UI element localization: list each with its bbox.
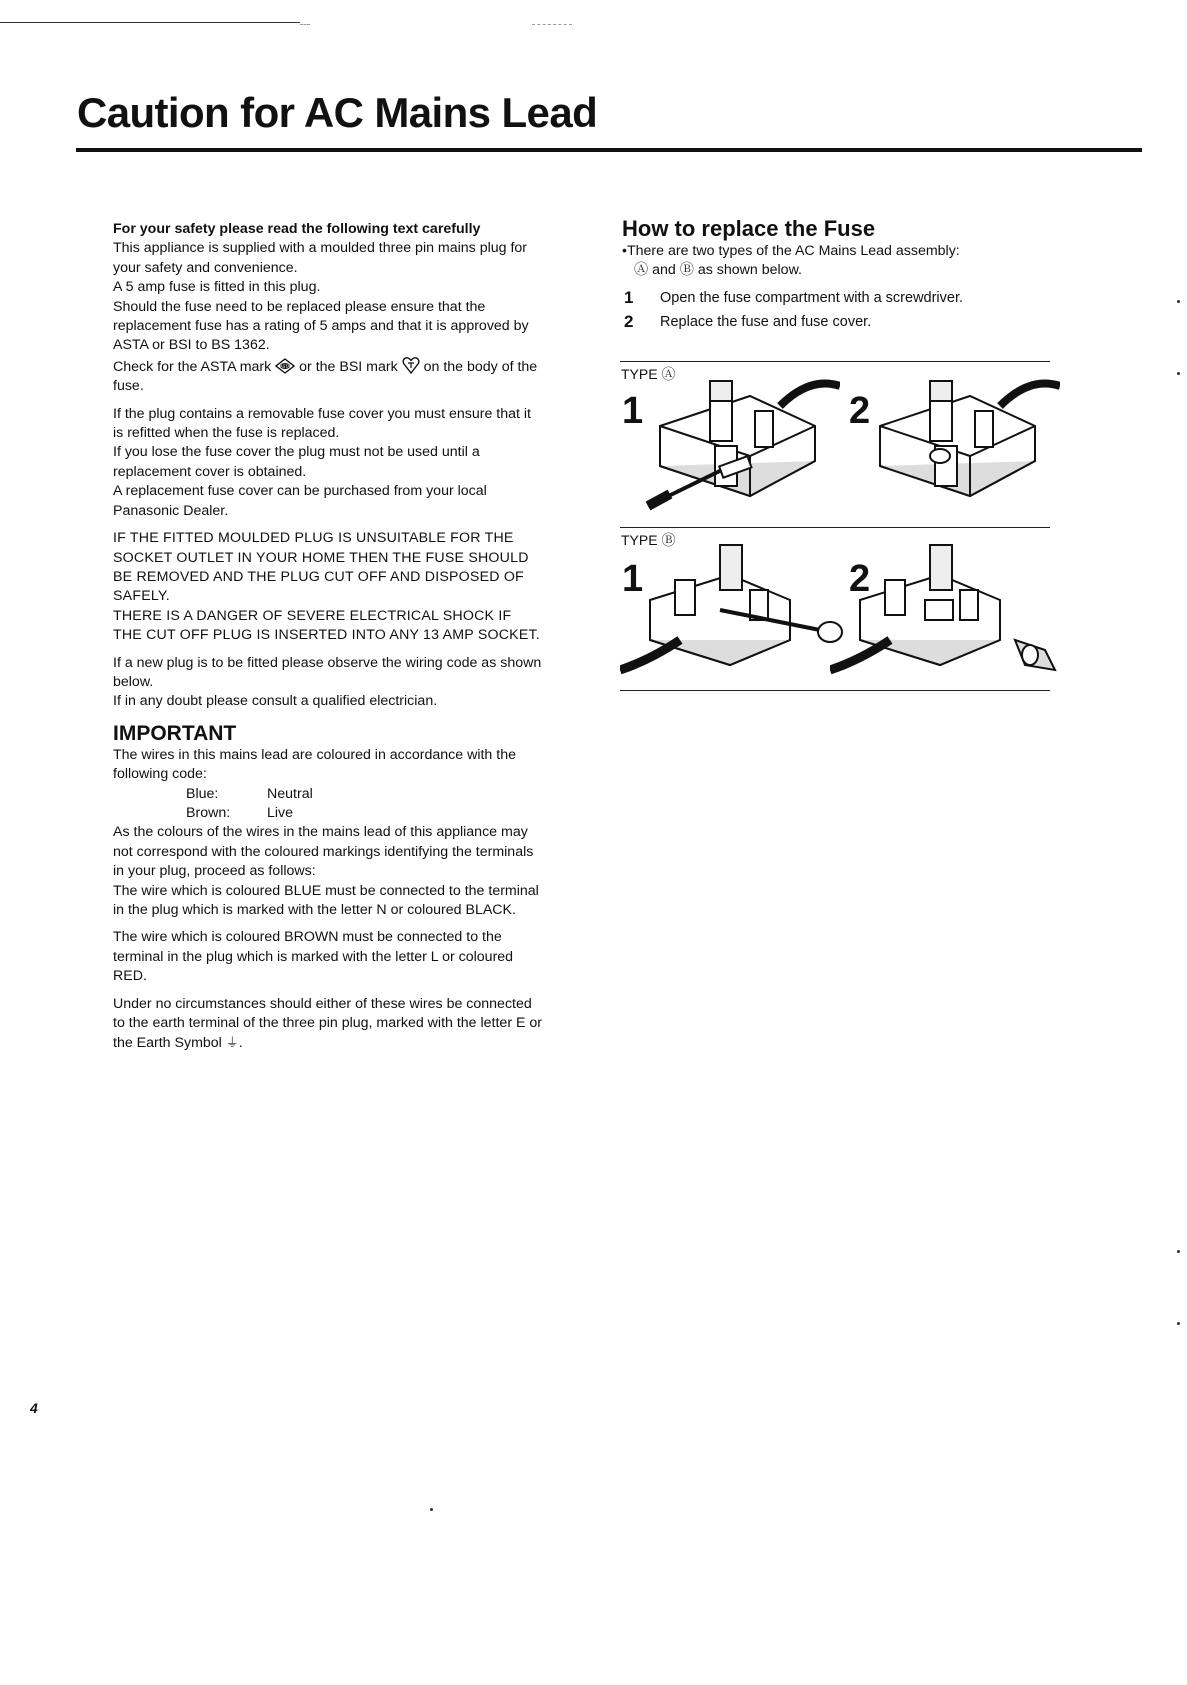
- scan-top-line: [0, 22, 300, 23]
- earth-sentence-end: .: [238, 1035, 243, 1052]
- check-text-a: Check for the ASTA mark: [113, 358, 272, 375]
- figure-mid-rule: [620, 527, 1050, 528]
- scan-artifact: [532, 24, 572, 25]
- body-text: Should the fuse need to be replaced please ensure that the replacement fuse has a rating of 5 amps and that it is approved by ASTA or BSI to BS 1362.: [113, 298, 529, 354]
- left-column: [113, 220, 543, 1054]
- figure-step-number: 1: [622, 558, 644, 600]
- body-text: The wire which is coloured BROWN must be connected to the terminal in the plug which is marked with the letter L or coloured RED.: [113, 929, 514, 985]
- body-text: A replacement fuse cover can be purchased from your local Panasonic Dealer.: [113, 483, 487, 519]
- bsi-kitemark-icon: [402, 356, 420, 374]
- plug-type-a-replace-illustration: [870, 366, 1060, 521]
- scan-speck: [430, 1508, 433, 1511]
- figure-step-number: 2: [849, 390, 871, 432]
- figure-step-number: 2: [849, 558, 871, 600]
- body-text: If a new plug is to be fitted please observe the wiring code as shown below.: [113, 654, 542, 690]
- bullet-text-line2: Ⓐ and Ⓑ as shown below.: [634, 262, 802, 278]
- step-list: [624, 286, 1044, 334]
- step-number: 1: [624, 288, 634, 307]
- figure-bottom-rule: [620, 690, 1050, 691]
- wire-colour: Blue:: [186, 785, 219, 802]
- earth-symbol-icon: ⏚: [225, 1035, 239, 1051]
- warning-text: IF THE FITTED MOULDED PLUG IS UNSUITABLE FOR THE SOCKET OUTLET IN YOUR HOME THEN THE FUSE SHOULD BE REMOVED AND THE PLUG CUT OFF AND DISPOSED OF SAFELY.: [113, 530, 529, 605]
- figure-step-number: 1: [622, 390, 644, 432]
- figure-top-rule: [620, 361, 1050, 362]
- safety-heading: For your safety please read the following text carefully: [113, 221, 481, 237]
- page-number: 4: [30, 1400, 38, 1416]
- body-text: This appliance is supplied with a moulded three pin mains plug for your safety and convenience.: [113, 240, 528, 276]
- check-text-b: or the BSI mark: [299, 358, 398, 375]
- earth-text: [113, 995, 543, 1054]
- body-text: If the plug contains a removable fuse cover you must ensure that it is refitted when the fuse is replaced.: [113, 405, 531, 442]
- step-number: 2: [624, 312, 634, 331]
- important-heading: IMPORTANT: [113, 721, 237, 745]
- wire-role: Neutral: [267, 785, 313, 802]
- body-text: If in any doubt please consult a qualified electrician.: [113, 693, 438, 710]
- scan-speck: [1177, 1250, 1180, 1253]
- step-item: [624, 310, 1044, 334]
- body-text: The wire which is coloured BLUE must be connected to the terminal in the plug which is marked with the letter N or coloured BLACK.: [113, 882, 539, 918]
- type-b-label: TYPE Ⓑ: [621, 532, 676, 548]
- fuse-bullet: [622, 242, 960, 280]
- plug-type-a-open-illustration: [640, 366, 840, 521]
- wire-role: Live: [267, 804, 294, 821]
- step-text: Replace the fuse and fuse cover.: [660, 314, 872, 330]
- check-text-c: on the body of the fuse.: [113, 358, 538, 395]
- warning-text: THERE IS A DANGER OF SEVERE ELECTRICAL SHOCK IF THE CUT OFF PLUG IS INSERTED INTO ANY 13 AMP SOCKET.: [113, 607, 540, 644]
- asta-mark-icon: [275, 358, 295, 374]
- body-text: A 5 amp fuse is fitted in this plug.: [113, 279, 321, 296]
- bullet-text: •There are two types of the AC Mains Lead assembly:: [622, 243, 960, 259]
- scan-artifact: [300, 24, 310, 25]
- step-text: Open the fuse compartment with a screwdriver.: [660, 290, 964, 306]
- wire-colour: Brown:: [186, 804, 231, 821]
- plug-type-b-replace-illustration: [830, 540, 1060, 690]
- plug-type-b-open-illustration: [620, 540, 845, 690]
- body-text: As the colours of the wires in the mains lead of this appliance may not correspond with the coloured markings identifying the terminals in your plug, proceed as follows:: [113, 824, 534, 880]
- page-title: Caution for AC Mains Lead: [77, 89, 598, 136]
- body-text: If you lose the fuse cover the plug must not be used until a replacement cover is obtained.: [113, 444, 480, 480]
- asta-mark-text: ASTA: [280, 363, 291, 369]
- fuse-heading: How to replace the Fuse: [622, 216, 876, 241]
- body-text: The wires in this mains lead are coloured in accordance with the following code:: [113, 746, 516, 783]
- step-item: [624, 286, 1044, 310]
- earth-sentence: Under no circumstances should either of these wires be connected to the earth terminal of the three pin plug, marked with the letter E or the Earth Symbol: [113, 995, 543, 1052]
- scan-speck: [1177, 300, 1180, 303]
- scan-speck: [1177, 372, 1180, 375]
- scan-speck: [1177, 1322, 1180, 1325]
- title-rule: [76, 148, 1142, 152]
- wire-code-row: [113, 785, 543, 804]
- type-a-label: TYPE Ⓐ: [621, 366, 676, 382]
- wire-code-row: [113, 804, 543, 823]
- mark-check-text: [113, 356, 543, 397]
